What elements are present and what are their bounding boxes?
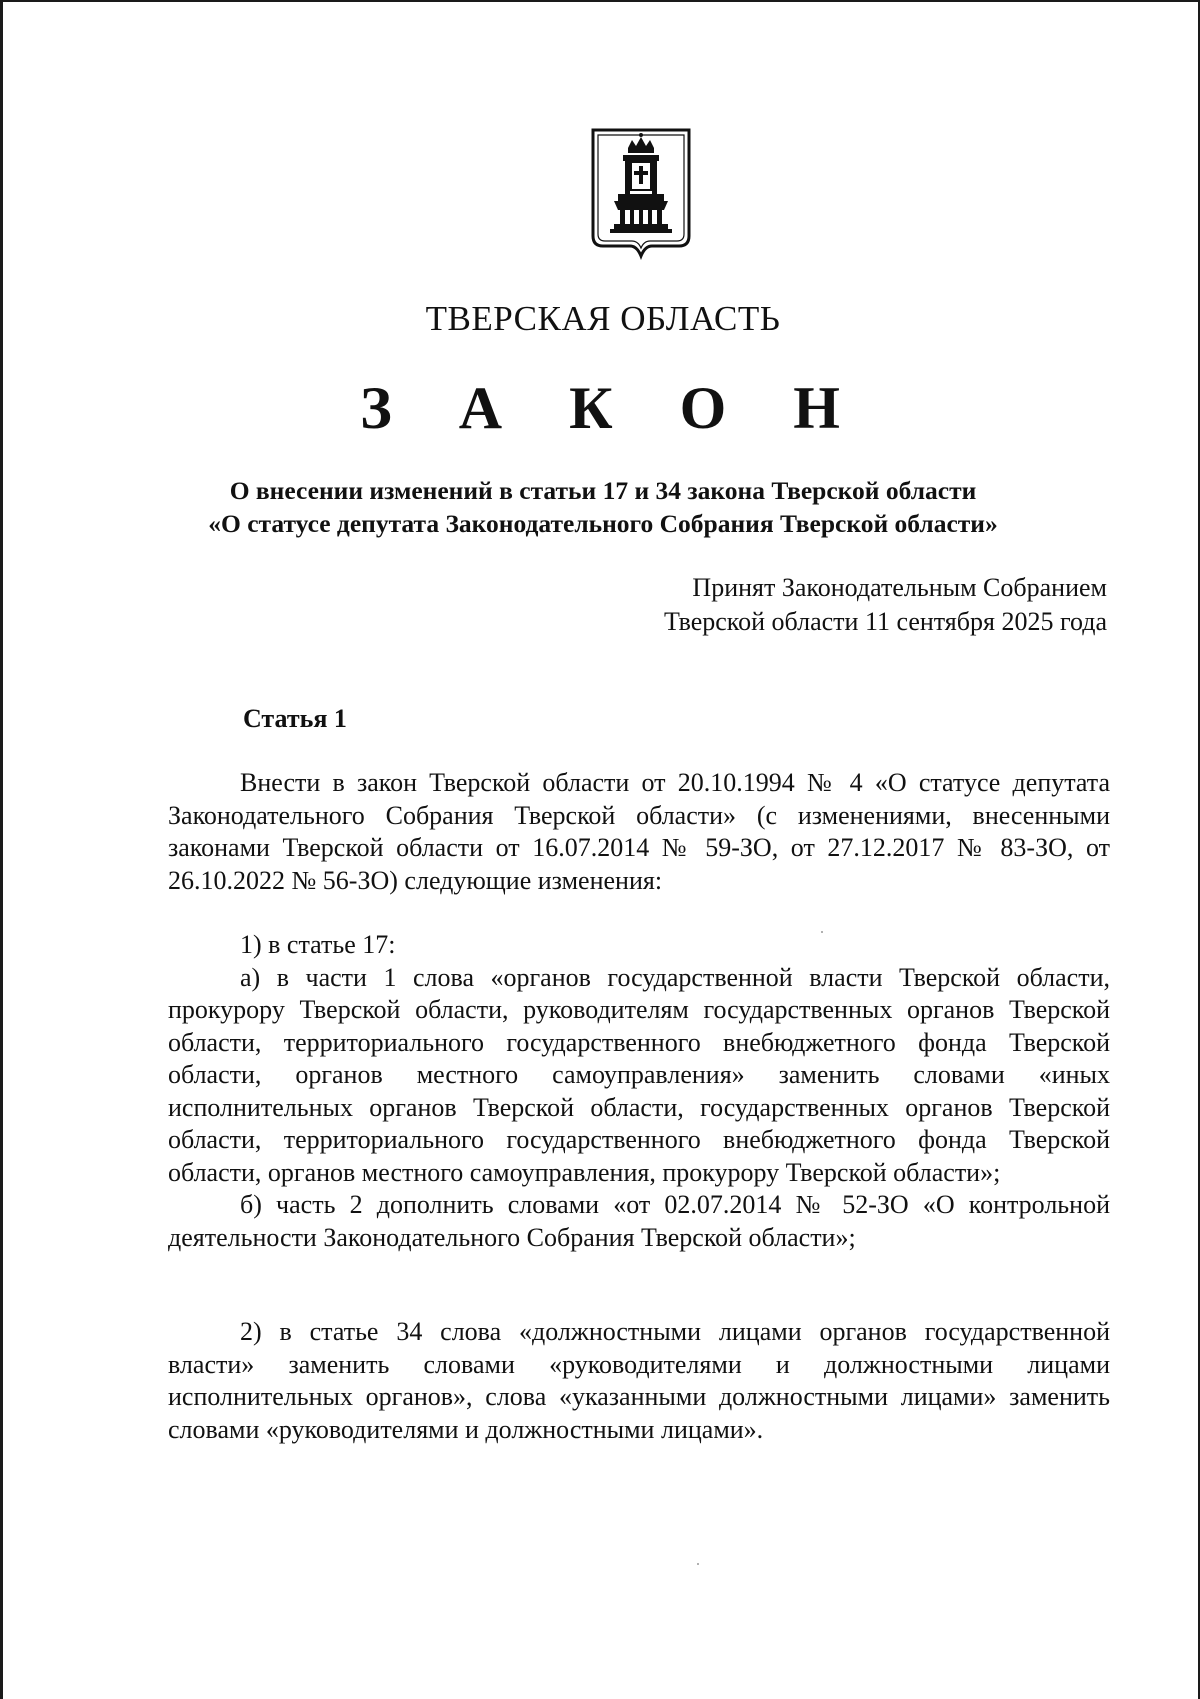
document-type-heading: З А К О Н <box>360 375 866 441</box>
coat-of-arms-emblem <box>590 128 692 260</box>
amendment-item-2 <box>168 1316 1110 1446</box>
region-name: ТВЕРСКАЯ ОБЛАСТЬ <box>425 299 781 338</box>
item-1-heading: 1) в статье 17: <box>240 930 396 959</box>
scan-speck <box>697 1563 699 1565</box>
law-title <box>153 474 1053 540</box>
item-1-b: б) часть 2 дополнить словами «от 02.07.2014 № 52-ЗО «О контрольной деятельности Законодательного Собрания Тверской области»; <box>168 1190 1110 1252</box>
item-2-text: 2) в статье 34 слова «должностными лицами органов государственной власти» заменить словами «руководителями и должностными лицами исполнительных органов», слова «указанными должностными лицами» заменить словами «руководителями и должностными лицами». <box>168 1317 1110 1444</box>
law-title-line-2: «О статусе депутата Законодательного Собрания Тверской области» <box>208 509 998 538</box>
item-1-a: а) в части 1 слова «органов государственной власти Тверской области, прокурору Тверской области, руководителям государственных органов Тверской области, территориального государственного внебюджетного фонда Тверской области, органов местного самоуправления» заменить словами «иных исполнительных органов Тверской области, государственных органов Тверской области, территориального государственного внебюджетного фонда Тверской области, органов местного самоуправления, прокурору Тверской области»; <box>168 962 1110 1187</box>
adoption-line-1: Принят Законодательным Собранием <box>692 573 1107 602</box>
scan-speck <box>821 931 823 933</box>
adoption-line-2: Тверской области 11 сентября 2025 года <box>664 607 1107 636</box>
intro-paragraph: Внести в закон Тверской области от 20.10.1994 № 4 «О статусе депутата Законодательного Собрания Тверской области» (с изменениями, внесенными законами Тверской области от 16.07.2014 № 59-ЗО, от 27.12.2017 № 83-ЗО, от 26.10.2022 № 56-ЗО) следующие изменения: <box>168 768 1110 895</box>
article-intro <box>168 767 1110 897</box>
article-heading: Статья 1 <box>243 704 347 733</box>
adoption-note <box>664 571 1107 639</box>
amendment-item-1 <box>168 929 1110 1254</box>
law-title-line-1: О внесении изменений в статьи 17 и 34 закона Тверской области <box>229 476 977 505</box>
